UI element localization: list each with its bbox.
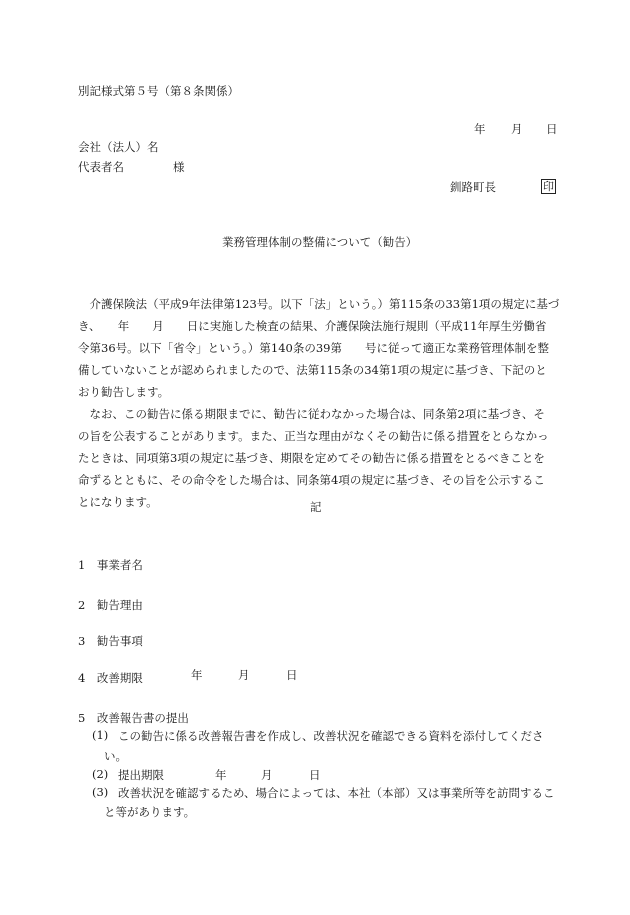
item-reason: 2 勧告理由 [78, 598, 143, 612]
body-line: なお、この勧告に係る期限までに、勧告に従わなかった場合は、同条第2項に基づき、そ [78, 407, 545, 421]
subitem-2-day: 日 [309, 768, 321, 782]
deadline-day: 日 [286, 668, 298, 682]
subitem-2-month: 月 [261, 768, 273, 782]
form-reference: 別記様式第５号（第８条関係） [78, 84, 239, 98]
company-name-label: 会社（法人）名 [78, 140, 159, 154]
document-title: 業務管理体制の整備について（勧告） [222, 235, 418, 249]
body-line: 令第36号。以下「省令」という。）第140条の39第 号に従って適正な業務管理体制を整 [78, 341, 549, 355]
subitem-1-number: (1) [92, 728, 109, 742]
body-line: 命ずるとともに、その命令をした場合は、同条第4項の規定に基づき、その旨を公示するこ [78, 473, 545, 487]
ki-heading: 記 [310, 500, 322, 514]
official-seal: 印 [543, 180, 554, 193]
subitem-3-text-cont: と等があります。 [104, 805, 196, 819]
item-report-submission: 5 改善報告書の提出 [78, 711, 189, 725]
body-line: たときは、同項第3項の規定に基づき、期限を定めてその勧告に係る措置をとるべきことを [78, 451, 545, 465]
date-year: 年 [474, 122, 486, 136]
body-line: とになります。 [78, 495, 158, 509]
subitem-3-number: (3) [92, 785, 109, 799]
deadline-month: 月 [238, 668, 250, 682]
deadline-year: 年 [191, 668, 203, 682]
item-recommendation: 3 勧告事項 [78, 634, 143, 648]
body-line: 介護保険法（平成9年法律第123号。以下「法」という。）第115条の33第1項の規定に基づ [78, 297, 560, 311]
item-business-name: 1 事業者名 [78, 558, 143, 572]
deadline-label: 4 改善期限 [78, 671, 143, 685]
subitem-1-text: この勧告に係る改善報告書を作成し、改善状況を確認できる資料を添付してくださ [118, 729, 544, 743]
subitem-3-text: 改善状況を確認するため、場合によっては、本社（本部）又は事業所等を訪問するこ [118, 786, 555, 800]
body-line: 備していないことが認められましたので、法第115条の34第1項の規定に基づき、下記のと [78, 363, 547, 377]
subitem-2-number: (2) [92, 767, 109, 781]
body-line: おり勧告します。 [78, 385, 170, 399]
body-text [78, 293, 558, 513]
representative-honorific: 様 [173, 160, 185, 174]
subitem-1-text-cont: い。 [104, 749, 127, 763]
date-month: 月 [511, 122, 523, 136]
body-line: き、 年 月 日に実施した検査の結果、介護保険法施行規則（平成11年厚生労働省 [78, 319, 547, 333]
issuer-name: 釧路町長 [450, 180, 496, 194]
date-day: 日 [546, 122, 558, 136]
subitem-2-label: 提出期限 [118, 768, 164, 782]
representative-label: 代表者名 [78, 160, 124, 174]
body-line: の旨を公表することがあります。また、正当な理由がなくその勧告に係る措置をとらなかっ [78, 429, 549, 443]
subitem-2-year: 年 [215, 768, 227, 782]
